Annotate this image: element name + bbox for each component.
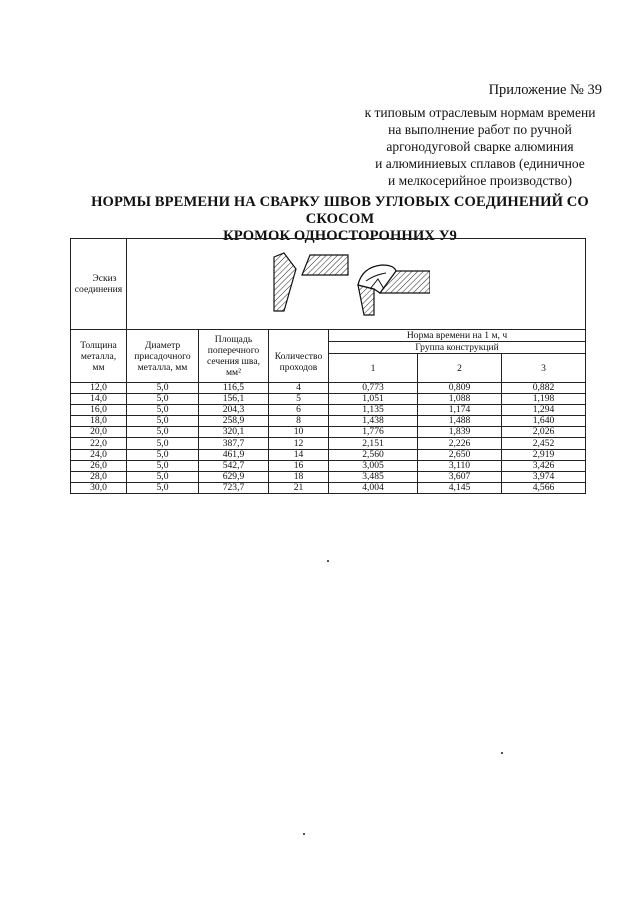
header-text: мм² bbox=[225, 367, 242, 378]
table-cell: 1,438 bbox=[329, 416, 418, 427]
table-cell: 629,9 bbox=[199, 471, 269, 482]
header-text: металла, bbox=[80, 350, 117, 362]
table-cell: 5,0 bbox=[127, 482, 199, 493]
table-cell: 3,607 bbox=[418, 471, 502, 482]
scan-speck bbox=[303, 833, 305, 835]
header-text: поперечного bbox=[207, 345, 260, 356]
table-cell: 1,135 bbox=[329, 405, 418, 416]
table-cell: 5,0 bbox=[127, 416, 199, 427]
table-cell: 5,0 bbox=[127, 405, 199, 416]
table-cell: 1,294 bbox=[502, 405, 586, 416]
table-cell: 461,9 bbox=[199, 449, 269, 460]
table-cell: 5 bbox=[269, 394, 329, 405]
header-text: Толщина bbox=[80, 339, 117, 351]
table-cell: 14 bbox=[269, 449, 329, 460]
table-cell: 22,0 bbox=[71, 438, 127, 449]
table-cell: 18,0 bbox=[71, 416, 127, 427]
sketch-label: Эскиз bbox=[92, 273, 117, 284]
table-cell: 2,026 bbox=[502, 427, 586, 438]
table-cell: 16,0 bbox=[71, 405, 127, 416]
table-cell: 1,198 bbox=[502, 394, 586, 405]
table-cell: 1,088 bbox=[418, 394, 502, 405]
table-cell: 18 bbox=[269, 471, 329, 482]
header-text: Диаметр bbox=[144, 339, 181, 351]
table-row bbox=[71, 405, 586, 416]
header-text: проходов bbox=[279, 362, 318, 373]
table-cell: 1,174 bbox=[418, 405, 502, 416]
header-text: Количество bbox=[274, 351, 323, 362]
header-thickness bbox=[71, 330, 127, 383]
table-cell: 116,5 bbox=[199, 383, 269, 394]
table-cell: 0,809 bbox=[418, 383, 502, 394]
appendix-line: к типовым отраслевым нормам времени bbox=[364, 105, 596, 120]
header-group-2: 2 bbox=[418, 354, 502, 383]
plate-left-sketch bbox=[274, 253, 296, 311]
table-row bbox=[71, 416, 586, 427]
table-cell: 5,0 bbox=[127, 394, 199, 405]
table-cell: 30,0 bbox=[71, 482, 127, 493]
table-cell: 2,452 bbox=[502, 438, 586, 449]
appendix-line: аргонодуговой сварке алюминия bbox=[386, 139, 574, 154]
table-cell: 258,9 bbox=[199, 416, 269, 427]
table-cell: 5,0 bbox=[127, 438, 199, 449]
table-cell: 20,0 bbox=[71, 427, 127, 438]
table-row bbox=[71, 449, 586, 460]
table-cell: 21 bbox=[269, 482, 329, 493]
table-cell: 4,566 bbox=[502, 482, 586, 493]
table-cell: 156,1 bbox=[199, 394, 269, 405]
scan-speck bbox=[501, 752, 503, 754]
table-cell: 24,0 bbox=[71, 449, 127, 460]
table-row bbox=[71, 460, 586, 471]
table-cell: 2,560 bbox=[329, 449, 418, 460]
table-cell: 2,151 bbox=[329, 438, 418, 449]
table-cell: 10 bbox=[269, 427, 329, 438]
table-cell: 5,0 bbox=[127, 383, 199, 394]
appendix-line: и алюминиевых сплавов (единичное bbox=[375, 156, 585, 171]
table-cell: 320,1 bbox=[199, 427, 269, 438]
table-cell: 28,0 bbox=[71, 471, 127, 482]
header-norm-group: Норма времени на 1 м, ч bbox=[329, 330, 586, 342]
table-cell: 542,7 bbox=[199, 460, 269, 471]
plate-right-vertical-sketch bbox=[358, 285, 374, 315]
table-cell: 1,051 bbox=[329, 394, 418, 405]
table-cell: 204,3 bbox=[199, 405, 269, 416]
table-cell: 8 bbox=[269, 416, 329, 427]
table-cell: 2,650 bbox=[418, 449, 502, 460]
header-construction-group: Группа конструкций bbox=[329, 342, 586, 354]
document-title-line: НОРМЫ ВРЕМЕНИ НА СВАРКУ ШВОВ УГЛОВЫХ СОЕДИНЕНИЙ СО СКОСОМ bbox=[91, 194, 589, 227]
sketch-label: соединения bbox=[74, 284, 123, 295]
header-diameter bbox=[127, 330, 199, 383]
header-passes bbox=[269, 330, 329, 383]
sketch-label-cell bbox=[71, 239, 127, 330]
table-cell: 6 bbox=[269, 405, 329, 416]
header-text: мм bbox=[92, 361, 105, 373]
table-row bbox=[71, 471, 586, 482]
table-cell: 1,640 bbox=[502, 416, 586, 427]
document-title-line: КРОМОК ОДНОСТОРОННИХ У9 bbox=[223, 228, 457, 244]
table-cell: 4 bbox=[269, 383, 329, 394]
table-cell: 0,773 bbox=[329, 383, 418, 394]
table-cell: 4,145 bbox=[418, 482, 502, 493]
header-group-1: 1 bbox=[329, 354, 418, 383]
table-cell: 3,485 bbox=[329, 471, 418, 482]
header-text: присадочного bbox=[134, 350, 191, 362]
header-area bbox=[199, 330, 269, 383]
table-row bbox=[71, 438, 586, 449]
table-cell: 14,0 bbox=[71, 394, 127, 405]
appendix-title: Приложение № 39 bbox=[488, 82, 602, 98]
table-cell: 2,226 bbox=[418, 438, 502, 449]
table-cell: 1,776 bbox=[329, 427, 418, 438]
table-cell: 4,004 bbox=[329, 482, 418, 493]
appendix-line: на выполнение работ по ручной bbox=[388, 122, 572, 137]
table-cell: 16 bbox=[269, 460, 329, 471]
table-row bbox=[71, 427, 586, 438]
table-cell: 723,7 bbox=[199, 482, 269, 493]
table-cell: 5,0 bbox=[127, 427, 199, 438]
table-cell: 3,005 bbox=[329, 460, 418, 471]
table-row bbox=[71, 394, 586, 405]
table-cell: 3,974 bbox=[502, 471, 586, 482]
table-cell: 5,0 bbox=[127, 471, 199, 482]
table-cell: 1,488 bbox=[418, 416, 502, 427]
header-text: сечения шва, bbox=[206, 356, 260, 367]
table-cell: 387,7 bbox=[199, 438, 269, 449]
sketch-row bbox=[71, 239, 586, 330]
table-cell: 26,0 bbox=[71, 460, 127, 471]
table-cell: 3,110 bbox=[418, 460, 502, 471]
norms-table bbox=[70, 238, 586, 494]
appendix-line: и мелкосерийное производство) bbox=[388, 173, 572, 188]
joint-sketch bbox=[270, 249, 430, 319]
joint-sketch-cell bbox=[127, 239, 586, 330]
table-cell: 12,0 bbox=[71, 383, 127, 394]
table-row bbox=[71, 383, 586, 394]
table-row bbox=[71, 482, 586, 493]
header-row bbox=[71, 330, 586, 342]
table-cell: 2,919 bbox=[502, 449, 586, 460]
table-cell: 5,0 bbox=[127, 460, 199, 471]
table-cell: 0,882 bbox=[502, 383, 586, 394]
table-cell: 5,0 bbox=[127, 449, 199, 460]
header-text: металла, мм bbox=[137, 361, 188, 373]
scan-speck bbox=[327, 560, 329, 562]
table-cell: 12 bbox=[269, 438, 329, 449]
plate-top-sketch bbox=[302, 255, 348, 275]
header-group-3: 3 bbox=[502, 354, 586, 383]
table-cell: 1,839 bbox=[418, 427, 502, 438]
table-cell: 3,426 bbox=[502, 460, 586, 471]
header-text: Площадь bbox=[214, 334, 253, 345]
